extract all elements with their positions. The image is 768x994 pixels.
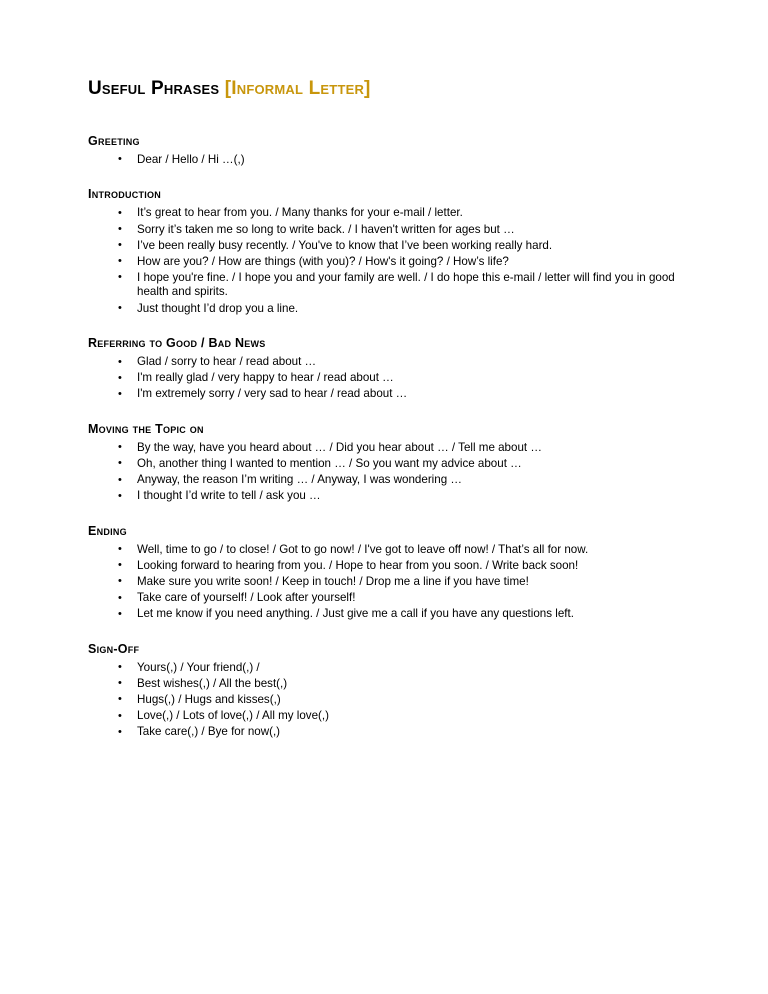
list-item: • Sorry it’s taken me so long to write back. / I haven't written for ages but … <box>88 223 680 238</box>
phrase-list <box>88 206 680 316</box>
list-item: • Make sure you write soon! / Keep in touch! / Drop me a line if you have time! <box>88 575 680 590</box>
section <box>88 134 680 168</box>
list-item: • Glad / sorry to hear / read about … <box>88 355 680 370</box>
section <box>88 422 680 504</box>
list-item: • Take care of yourself! / Look after yourself! <box>88 591 680 606</box>
section <box>88 336 680 402</box>
list-item: • Well, time to go / to close! / Got to go now! / I've got to leave off now! / That’s all for now. <box>88 543 680 558</box>
list-item: • Love(,) / Lots of love(,) / All my love(,) <box>88 709 680 724</box>
phrase-list <box>88 543 680 622</box>
list-item: • How are you? / How are things (with you)? / How's it going? / How’s life? <box>88 255 680 270</box>
section <box>88 642 680 740</box>
phrase-list <box>88 441 680 504</box>
phrase-list <box>88 153 680 168</box>
list-item: • Looking forward to hearing from you. / Hope to hear from you soon. / Write back soon! <box>88 559 680 574</box>
list-item: • Best wishes(,) / All the best(,) <box>88 677 680 692</box>
list-item: • Dear / Hello / Hi …(,) <box>88 153 680 168</box>
list-item: • Yours(,) / Your friend(,) / <box>88 661 680 676</box>
section-heading: Moving the Topic on <box>88 421 204 436</box>
list-item: • Let me know if you need anything. / Just give me a call if you have any questions left. <box>88 607 680 622</box>
section-heading: Introduction <box>88 187 161 202</box>
list-item: • Oh, another thing I wanted to mention … / So you want my advice about … <box>88 457 680 472</box>
list-item: • I'm really glad / very happy to hear / read about … <box>88 371 680 386</box>
section-heading: Greeting <box>88 133 140 148</box>
list-item: • I hope you're fine. / I hope you and your family are well. / I do hope this e-mail / letter will find you in good health and spirits. <box>88 271 680 300</box>
list-item: • It’s great to hear from you. / Many thanks for your e-mail / letter. <box>88 206 680 221</box>
list-item: • Anyway, the reason I’m writing … / Anyway, I was wondering … <box>88 473 680 488</box>
section-heading: Ending <box>88 523 127 538</box>
list-item: • Just thought I’d drop you a line. <box>88 302 680 317</box>
phrase-list <box>88 661 680 740</box>
section <box>88 524 680 622</box>
list-item: • By the way, have you heard about … / Did you hear about … / Tell me about … <box>88 441 680 456</box>
list-item: • I thought I’d write to tell / ask you … <box>88 489 680 504</box>
sections-container <box>88 134 680 740</box>
phrase-list <box>88 355 680 402</box>
list-item: • Hugs(,) / Hugs and kisses(,) <box>88 693 680 708</box>
section-heading: Sign-Off <box>88 641 140 656</box>
section <box>88 187 680 316</box>
list-item: • I'm extremely sorry / very sad to hear / read about … <box>88 387 680 402</box>
section-heading: Referring to Good / Bad News <box>88 336 266 351</box>
page-title <box>88 78 680 100</box>
list-item: • I’ve been really busy recently. / You've to know that I’ve been working really hard. <box>88 239 680 254</box>
page-title-tag: [Informal Letter] <box>224 78 371 99</box>
page-title-main: Useful Phrases <box>88 78 220 99</box>
list-item: • Take care(,) / Bye for now(,) <box>88 725 680 740</box>
